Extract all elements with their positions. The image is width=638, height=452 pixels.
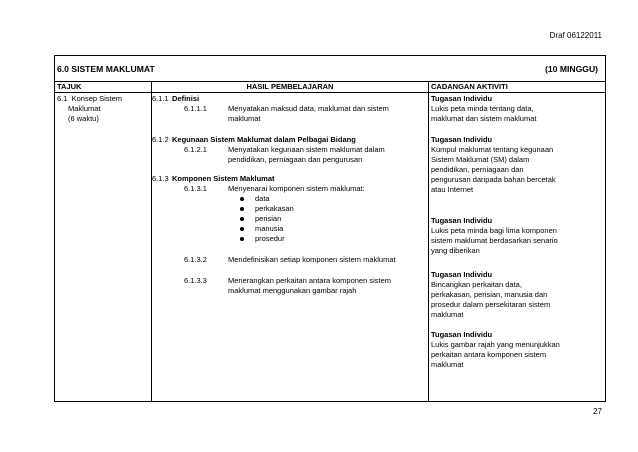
outcome-6-1-2-1 (152, 145, 428, 165)
bullet-icon (240, 227, 244, 231)
section-title-row (55, 56, 606, 82)
header-tajuk: TAJUK (55, 82, 152, 93)
header-cadangan-aktiviti: CADANGAN AKTIVITI (429, 82, 606, 93)
activity-line: Lukis gambar rajah yang menunjukkan (431, 340, 560, 349)
activity-line: Sistem Maklumat (SM) dalam (431, 155, 530, 164)
activity-line: Lukis peta minda bagi lima komponen (431, 226, 557, 235)
outcome-6-1-3-3 (152, 276, 428, 296)
outcome-number: 6.1.1.1 (184, 104, 207, 113)
activity-line: Bincangkan perkaitan data, (431, 280, 522, 289)
component-label: perkakasan (255, 204, 294, 213)
outcome-title: Kegunaan Sistem Maklumat dalam Pelbagai Bidang (172, 135, 356, 144)
topic-title-line2: Maklumat (68, 104, 101, 113)
outcome-6-1-3 (152, 174, 428, 184)
activity-line: Kumpul maklumat tentang kegunaan (431, 145, 554, 154)
activities-list (429, 93, 605, 370)
outcome-text-line2: maklumat menggunakan gambar rajah (228, 286, 357, 295)
topic-number: 6.1 (57, 94, 68, 103)
activity-5 (431, 330, 605, 370)
component-label: perisian (255, 214, 282, 223)
outcome-number: 6.1.3.3 (184, 276, 207, 285)
page-number: 27 (593, 407, 602, 416)
activity-line: atau Internet (431, 185, 474, 194)
outcome-number: 6.1.3.1 (184, 184, 207, 193)
activity-line: pendidikan, perniagaan dan (431, 165, 524, 174)
activity-line: perkakasan, perisian, manusia dan (431, 290, 548, 299)
topic-duration: (6 waktu) (68, 114, 99, 123)
activity-line: maklumat (431, 310, 464, 319)
activity-line: maklumat (431, 360, 464, 369)
outcome-6-1-2 (152, 135, 428, 145)
component-item (152, 234, 428, 244)
activity-title: Tugasan Individu (431, 216, 493, 225)
component-item (152, 224, 428, 234)
outcome-6-1-3-2 (152, 255, 428, 265)
topic-cell (55, 93, 152, 402)
header-hasil-pembelajaran: HASIL PEMBELAJARAN (152, 82, 429, 93)
component-label: manusia (255, 224, 284, 233)
outcome-number: 6.1.2.1 (184, 145, 207, 154)
activity-line: sistem maklumat berdasarkan senario (431, 236, 558, 245)
outcome-6-1-1-1 (152, 104, 428, 124)
bullet-icon (240, 197, 244, 201)
activity-line: maklumat dan sistem maklumat (431, 114, 537, 123)
component-label: data (255, 194, 270, 203)
activity-line: Lukis peta minda tentang data, (431, 104, 534, 113)
activity-4 (431, 270, 605, 320)
activity-title: Tugasan Individu (431, 135, 493, 144)
outcome-text-line2: maklumat (228, 114, 261, 123)
section-title: 6.0 SISTEM MAKLUMAT (57, 63, 155, 74)
activity-title: Tugasan Individu (431, 270, 493, 279)
outcome-6-1-1 (152, 94, 428, 104)
learning-outcomes (152, 93, 428, 296)
activity-title: Tugasan Individu (431, 330, 493, 339)
bullet-icon (240, 237, 244, 241)
outcome-number: 6.1.3.2 (184, 255, 207, 264)
outcome-number: 6.1.1 (152, 94, 169, 103)
outcome-text-line1: Mendefinisikan setiap komponen sistem maklumat (228, 255, 396, 264)
outcome-text-line2: pendidikan, perniagaan dan pengurusan (228, 155, 363, 164)
activity-line: perkaitan antara komponen sistem (431, 350, 547, 359)
draft-label: Draf 06122011 (549, 31, 602, 40)
section-title-cell (55, 56, 606, 82)
activity-title: Tugasan Individu (431, 94, 493, 103)
content-row (55, 93, 606, 402)
component-label: prosedur (255, 234, 285, 243)
column-header-row (55, 82, 606, 93)
curriculum-table (54, 55, 606, 402)
section-duration: (10 MINGGU) (545, 63, 599, 74)
outcome-text-line1: Menyatakan maksud data, maklumat dan sistem (228, 104, 389, 113)
component-item (152, 194, 428, 204)
activity-line: yang diberikan (431, 246, 480, 255)
outcome-title: Definisi (172, 94, 200, 103)
outcomes-cell (152, 93, 429, 402)
outcome-text-line1: Menerangkan perkaitan antara komponen sistem (228, 276, 392, 285)
activity-2 (431, 135, 605, 195)
outcome-title: Komponen Sistem Maklumat (172, 174, 275, 183)
activity-line: prosedur dalam persekitaran sistem (431, 300, 551, 309)
outcome-text-line1: Menyatakan kegunaan sistem maklumat dalam (228, 145, 385, 154)
outcome-number: 6.1.2 (152, 135, 169, 144)
activity-line: pengurusan daripada bahan bercetak (431, 175, 556, 184)
bullet-icon (240, 207, 244, 211)
outcome-6-1-3-1 (152, 184, 428, 194)
outcome-number: 6.1.3 (152, 174, 169, 183)
activity-1 (431, 94, 605, 124)
outcome-text-line1: Menyenarai komponen sistem maklumat: (228, 184, 365, 193)
activity-3 (431, 216, 605, 256)
activities-cell (429, 93, 606, 402)
topic-title-line1: Konsep Sistem (71, 94, 123, 103)
bullet-icon (240, 217, 244, 221)
component-item (152, 204, 428, 214)
component-item (152, 214, 428, 224)
